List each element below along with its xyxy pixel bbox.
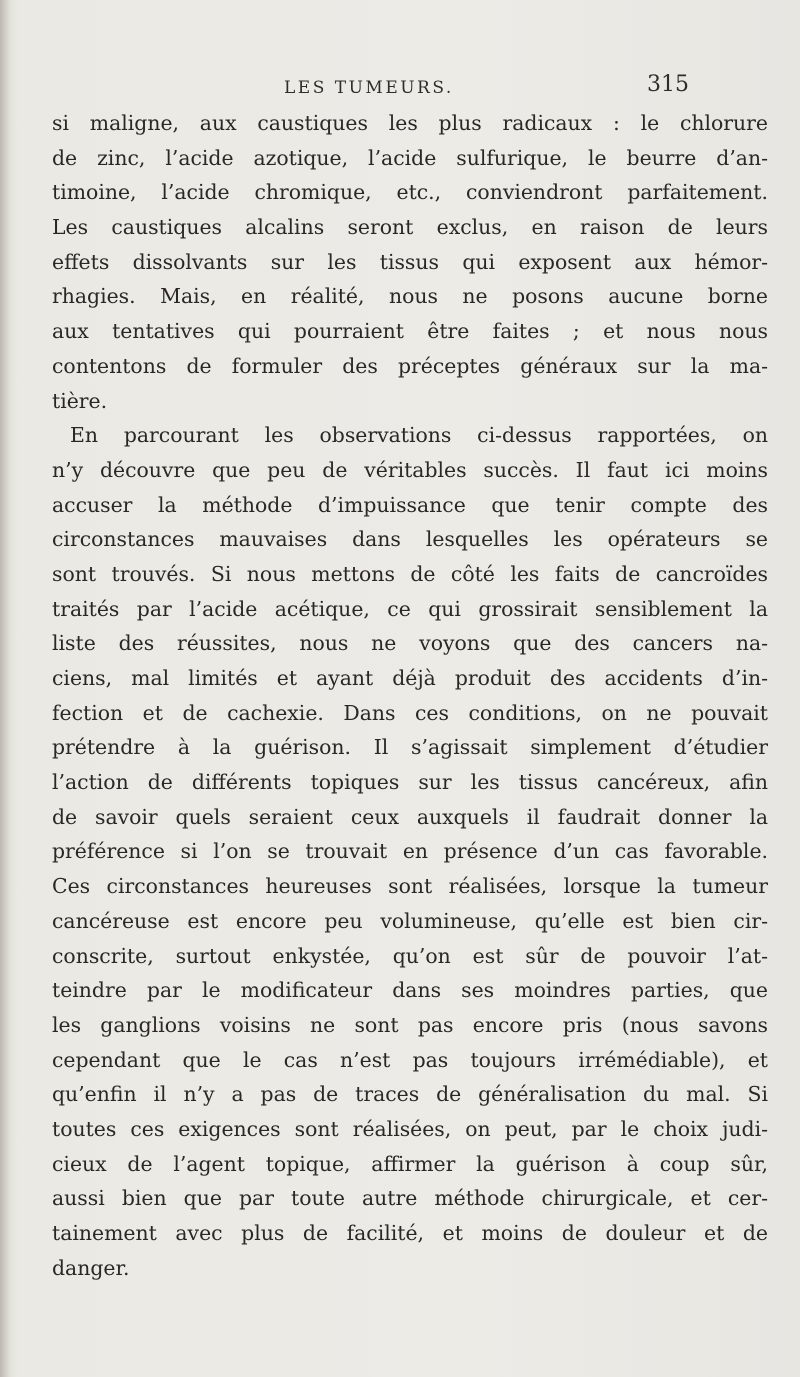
text-line: Les caustiques alcalins seront exclus, en raison de leurs: [52, 215, 768, 240]
running-title: LES TUMEURS.: [284, 78, 454, 98]
text-line: aux tentatives qui pourraient être faites ; et nous nous: [52, 319, 768, 344]
text-line: accuser la méthode d’impuissance que tenir compte des: [52, 492, 768, 517]
text-line: aussi bien que par toute autre méthode chirurgicale, et cer-: [52, 1186, 768, 1211]
text-line: sont trouvés. Si nous mettons de côté les faits de cancroïdes: [52, 561, 768, 586]
text-line: toutes ces exigences sont réalisées, on peut, par le choix judi-: [52, 1116, 768, 1141]
text-line: teindre par le modificateur dans ses moindres parties, que: [52, 978, 768, 1003]
text-line: contentons de formuler des préceptes généraux sur la ma-: [52, 353, 768, 378]
text-line: rhagies. Mais, en réalité, nous ne posons aucune borne: [52, 284, 768, 309]
text-line: cependant que le cas n’est pas toujours irrémédiable), et: [52, 1047, 768, 1072]
text-line: l’action de différents topiques sur les tissus cancéreux, afin: [52, 770, 768, 795]
text-line: timoine, l’acide chromique, etc., conviendront parfaitement.: [52, 180, 768, 205]
text-line: Ces circonstances heureuses sont réalisées, lorsque la tumeur: [52, 874, 768, 899]
text-line: tainement avec plus de facilité, et moins de douleur et de: [52, 1221, 768, 1245]
text-line: fection et de cachexie. Dans ces conditions, on ne pouvait: [52, 700, 768, 725]
text-line: cancéreuse est encore peu volumineuse, qu’elle est bien cir-: [52, 908, 768, 933]
paragraph-end-line: danger.: [52, 1255, 130, 1280]
text-line: prétendre à la guérison. Il s’agissait simplement d’étudier: [52, 735, 768, 760]
text-line: liste des réussites, nous ne voyons que des cancers na-: [52, 631, 768, 656]
text-line: préférence si l’on se trouvait en présence d’un cas favorable.: [52, 839, 768, 864]
text-line: cieux de l’agent topique, affirmer la guérison à coup sûr,: [52, 1151, 768, 1176]
text-line: de savoir quels seraient ceux auxquels il faudrait donner la: [52, 804, 768, 829]
text-line: qu’enfin il n’y a pas de traces de généralisation du mal. Si: [52, 1082, 768, 1107]
text-line: effets dissolvants sur les tissus qui exposent aux hémor-: [52, 249, 768, 274]
text-line: si maligne, aux caustiques les plus radicaux : le chlorure: [52, 111, 768, 135]
page-header: [0, 72, 800, 104]
page-spine-shadow: [0, 0, 10, 1377]
text-line: traités par l’acide acétique, ce qui grossirait sensiblement la: [52, 596, 768, 621]
text-line: conscrite, surtout enkystée, qu’on est sûr de pouvoir l’at-: [52, 943, 768, 968]
text-line: les ganglions voisins ne sont pas encore pris (nous savons: [52, 1012, 768, 1037]
page-number: 315: [647, 72, 689, 97]
body-text: [52, 106, 768, 1285]
text-line: circonstances mauvaises dans lesquelles les opérateurs se: [52, 527, 768, 552]
text-line: de zinc, l’acide azotique, l’acide sulfurique, le beurre d’an-: [52, 145, 768, 170]
text-line: ciens, mal limités et ayant déjà produit des accidents d’in-: [52, 666, 768, 690]
paragraph-end-line: tière.: [52, 388, 108, 413]
paragraph-start-line: En parcourant les observations ci-dessus rapportées, on: [70, 423, 768, 448]
text-line: n’y découvre que peu de véritables succès. Il faut ici moins: [52, 457, 768, 482]
